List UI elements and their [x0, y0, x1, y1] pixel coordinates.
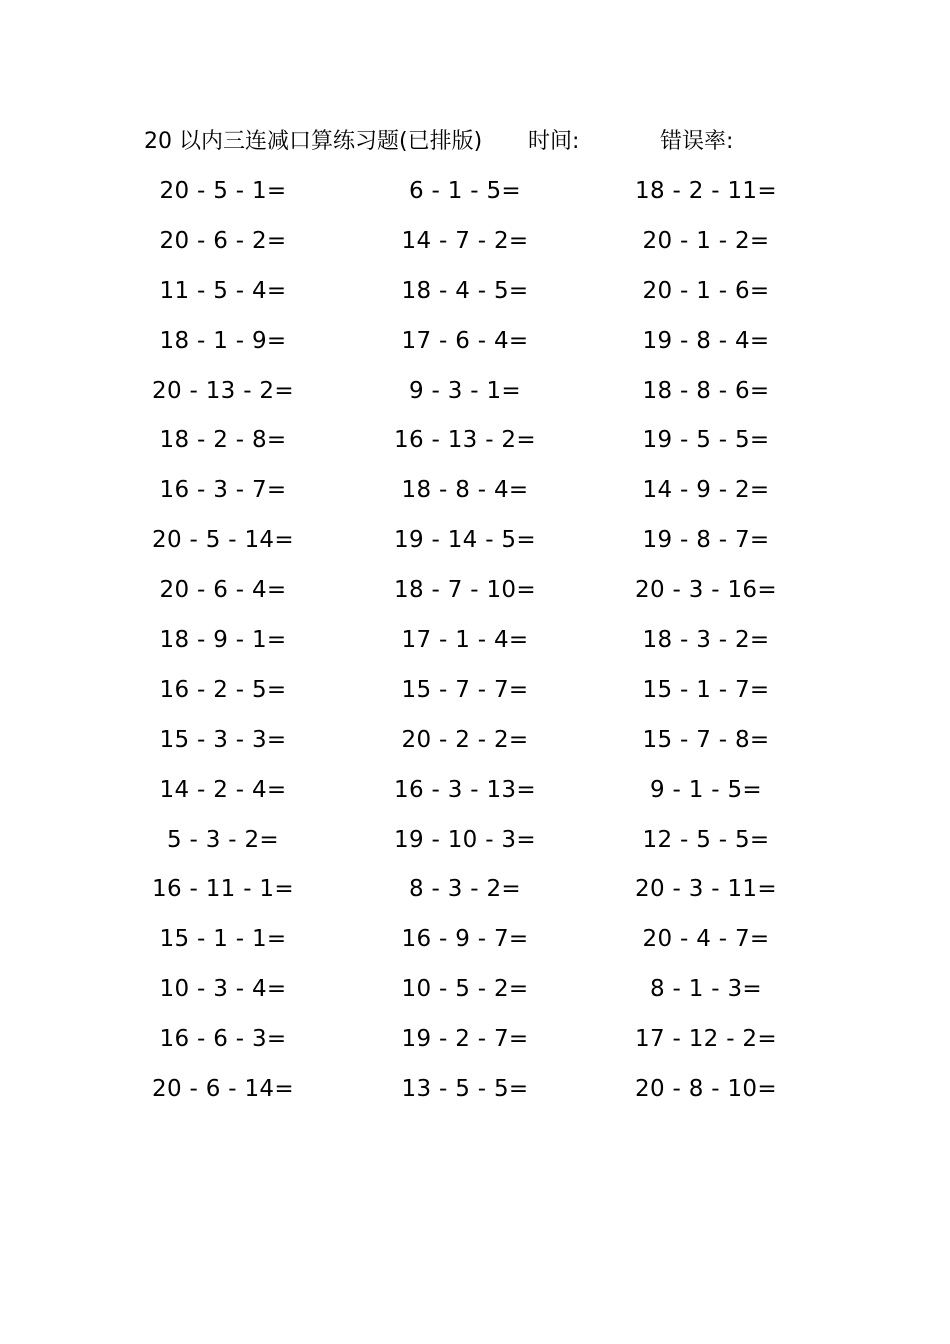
problem-cell: 20 - 3 - 16=	[635, 577, 777, 604]
problem-grid	[0, 170, 950, 1118]
problem-row	[0, 270, 950, 320]
problem-cell: 10 - 3 - 4=	[159, 976, 287, 1003]
problem-cell: 8 - 3 - 2=	[408, 876, 521, 903]
problem-cell: 15 - 3 - 3=	[159, 726, 287, 753]
problem-cell: 20 - 6 - 4=	[159, 577, 287, 604]
problem-row	[0, 968, 950, 1018]
problem-cell: 15 - 1 - 1=	[159, 926, 287, 953]
problem-cell: 10 - 5 - 2=	[401, 976, 529, 1003]
problem-cell: 13 - 5 - 5=	[401, 1076, 529, 1103]
problem-row	[0, 1068, 950, 1118]
problem-cell: 20 - 8 - 10=	[635, 1076, 777, 1103]
problem-cell: 14 - 7 - 2=	[401, 227, 529, 254]
problem-cell: 16 - 3 - 7=	[159, 477, 287, 504]
problem-cell: 17 - 12 - 2=	[635, 1026, 777, 1053]
worksheet-title: 20 以内三连减口算练习题(已排版)	[144, 129, 483, 154]
problem-cell: 20 - 13 - 2=	[152, 377, 294, 404]
problem-cell: 20 - 5 - 14=	[152, 527, 294, 554]
problem-cell: 18 - 2 - 11=	[635, 178, 777, 204]
problem-row	[0, 469, 950, 519]
problem-cell: 19 - 14 - 5=	[394, 527, 536, 554]
problem-row	[0, 220, 950, 270]
problem-cell: 18 - 3 - 2=	[642, 627, 770, 654]
problem-row	[0, 320, 950, 370]
problem-row	[0, 569, 950, 619]
problem-row	[0, 1018, 950, 1068]
problem-cell: 8 - 1 - 3=	[649, 976, 762, 1003]
problem-cell: 18 - 4 - 5=	[401, 277, 529, 304]
problem-cell: 9 - 1 - 5=	[649, 776, 762, 803]
problem-cell: 20 - 6 - 14=	[152, 1076, 294, 1103]
problem-cell: 19 - 2 - 7=	[401, 1026, 529, 1053]
problem-cell: 17 - 6 - 4=	[401, 327, 529, 354]
problem-row	[0, 519, 950, 569]
problem-row	[0, 918, 950, 968]
problem-cell: 18 - 2 - 8=	[159, 427, 287, 454]
problem-cell: 20 - 5 - 1=	[159, 178, 287, 204]
time-label: 时间:	[528, 129, 580, 154]
problem-cell: 16 - 13 - 2=	[394, 427, 536, 454]
problem-cell: 19 - 5 - 5=	[642, 427, 770, 454]
problem-row	[0, 719, 950, 769]
problem-cell: 20 - 3 - 11=	[635, 876, 777, 903]
problem-row	[0, 769, 950, 819]
problem-cell: 9 - 3 - 1=	[408, 377, 521, 404]
problem-cell: 14 - 9 - 2=	[642, 477, 770, 504]
problem-cell: 18 - 1 - 9=	[159, 327, 287, 354]
problem-cell: 19 - 10 - 3=	[394, 826, 536, 853]
problem-cell: 20 - 1 - 6=	[642, 277, 770, 304]
problem-cell: 12 - 5 - 5=	[642, 826, 770, 853]
problem-cell: 20 - 4 - 7=	[642, 926, 770, 953]
problem-cell: 5 - 3 - 2=	[166, 826, 279, 853]
problem-cell: 16 - 9 - 7=	[401, 926, 529, 953]
problem-row	[0, 868, 950, 918]
problem-row	[0, 619, 950, 669]
problem-cell: 20 - 1 - 2=	[642, 227, 770, 254]
problem-cell: 16 - 6 - 3=	[159, 1026, 287, 1053]
problem-cell: 18 - 8 - 6=	[642, 377, 770, 404]
problem-row	[0, 370, 950, 420]
problem-row	[0, 170, 950, 220]
problem-cell: 20 - 6 - 2=	[159, 227, 287, 254]
problem-cell: 14 - 2 - 4=	[159, 776, 287, 803]
problem-cell: 16 - 3 - 13=	[394, 776, 536, 803]
problem-row	[0, 669, 950, 719]
problem-cell: 6 - 1 - 5=	[408, 178, 521, 204]
error-rate-label: 错误率:	[660, 129, 734, 154]
problem-cell: 20 - 2 - 2=	[401, 726, 529, 753]
problem-row	[0, 819, 950, 869]
problem-cell: 16 - 2 - 5=	[159, 676, 287, 703]
problem-cell: 19 - 8 - 4=	[642, 327, 770, 354]
problem-cell: 18 - 7 - 10=	[394, 577, 536, 604]
worksheet-header	[0, 122, 950, 162]
problem-cell: 18 - 9 - 1=	[159, 627, 287, 654]
problem-cell: 17 - 1 - 4=	[401, 627, 529, 654]
problem-row	[0, 419, 950, 469]
problem-cell: 16 - 11 - 1=	[152, 876, 294, 903]
problem-cell: 15 - 7 - 7=	[401, 676, 529, 703]
problem-cell: 19 - 8 - 7=	[642, 527, 770, 554]
problem-cell: 15 - 1 - 7=	[642, 676, 770, 703]
problem-cell: 15 - 7 - 8=	[642, 726, 770, 753]
problem-cell: 18 - 8 - 4=	[401, 477, 529, 504]
problem-cell: 11 - 5 - 4=	[159, 277, 287, 304]
